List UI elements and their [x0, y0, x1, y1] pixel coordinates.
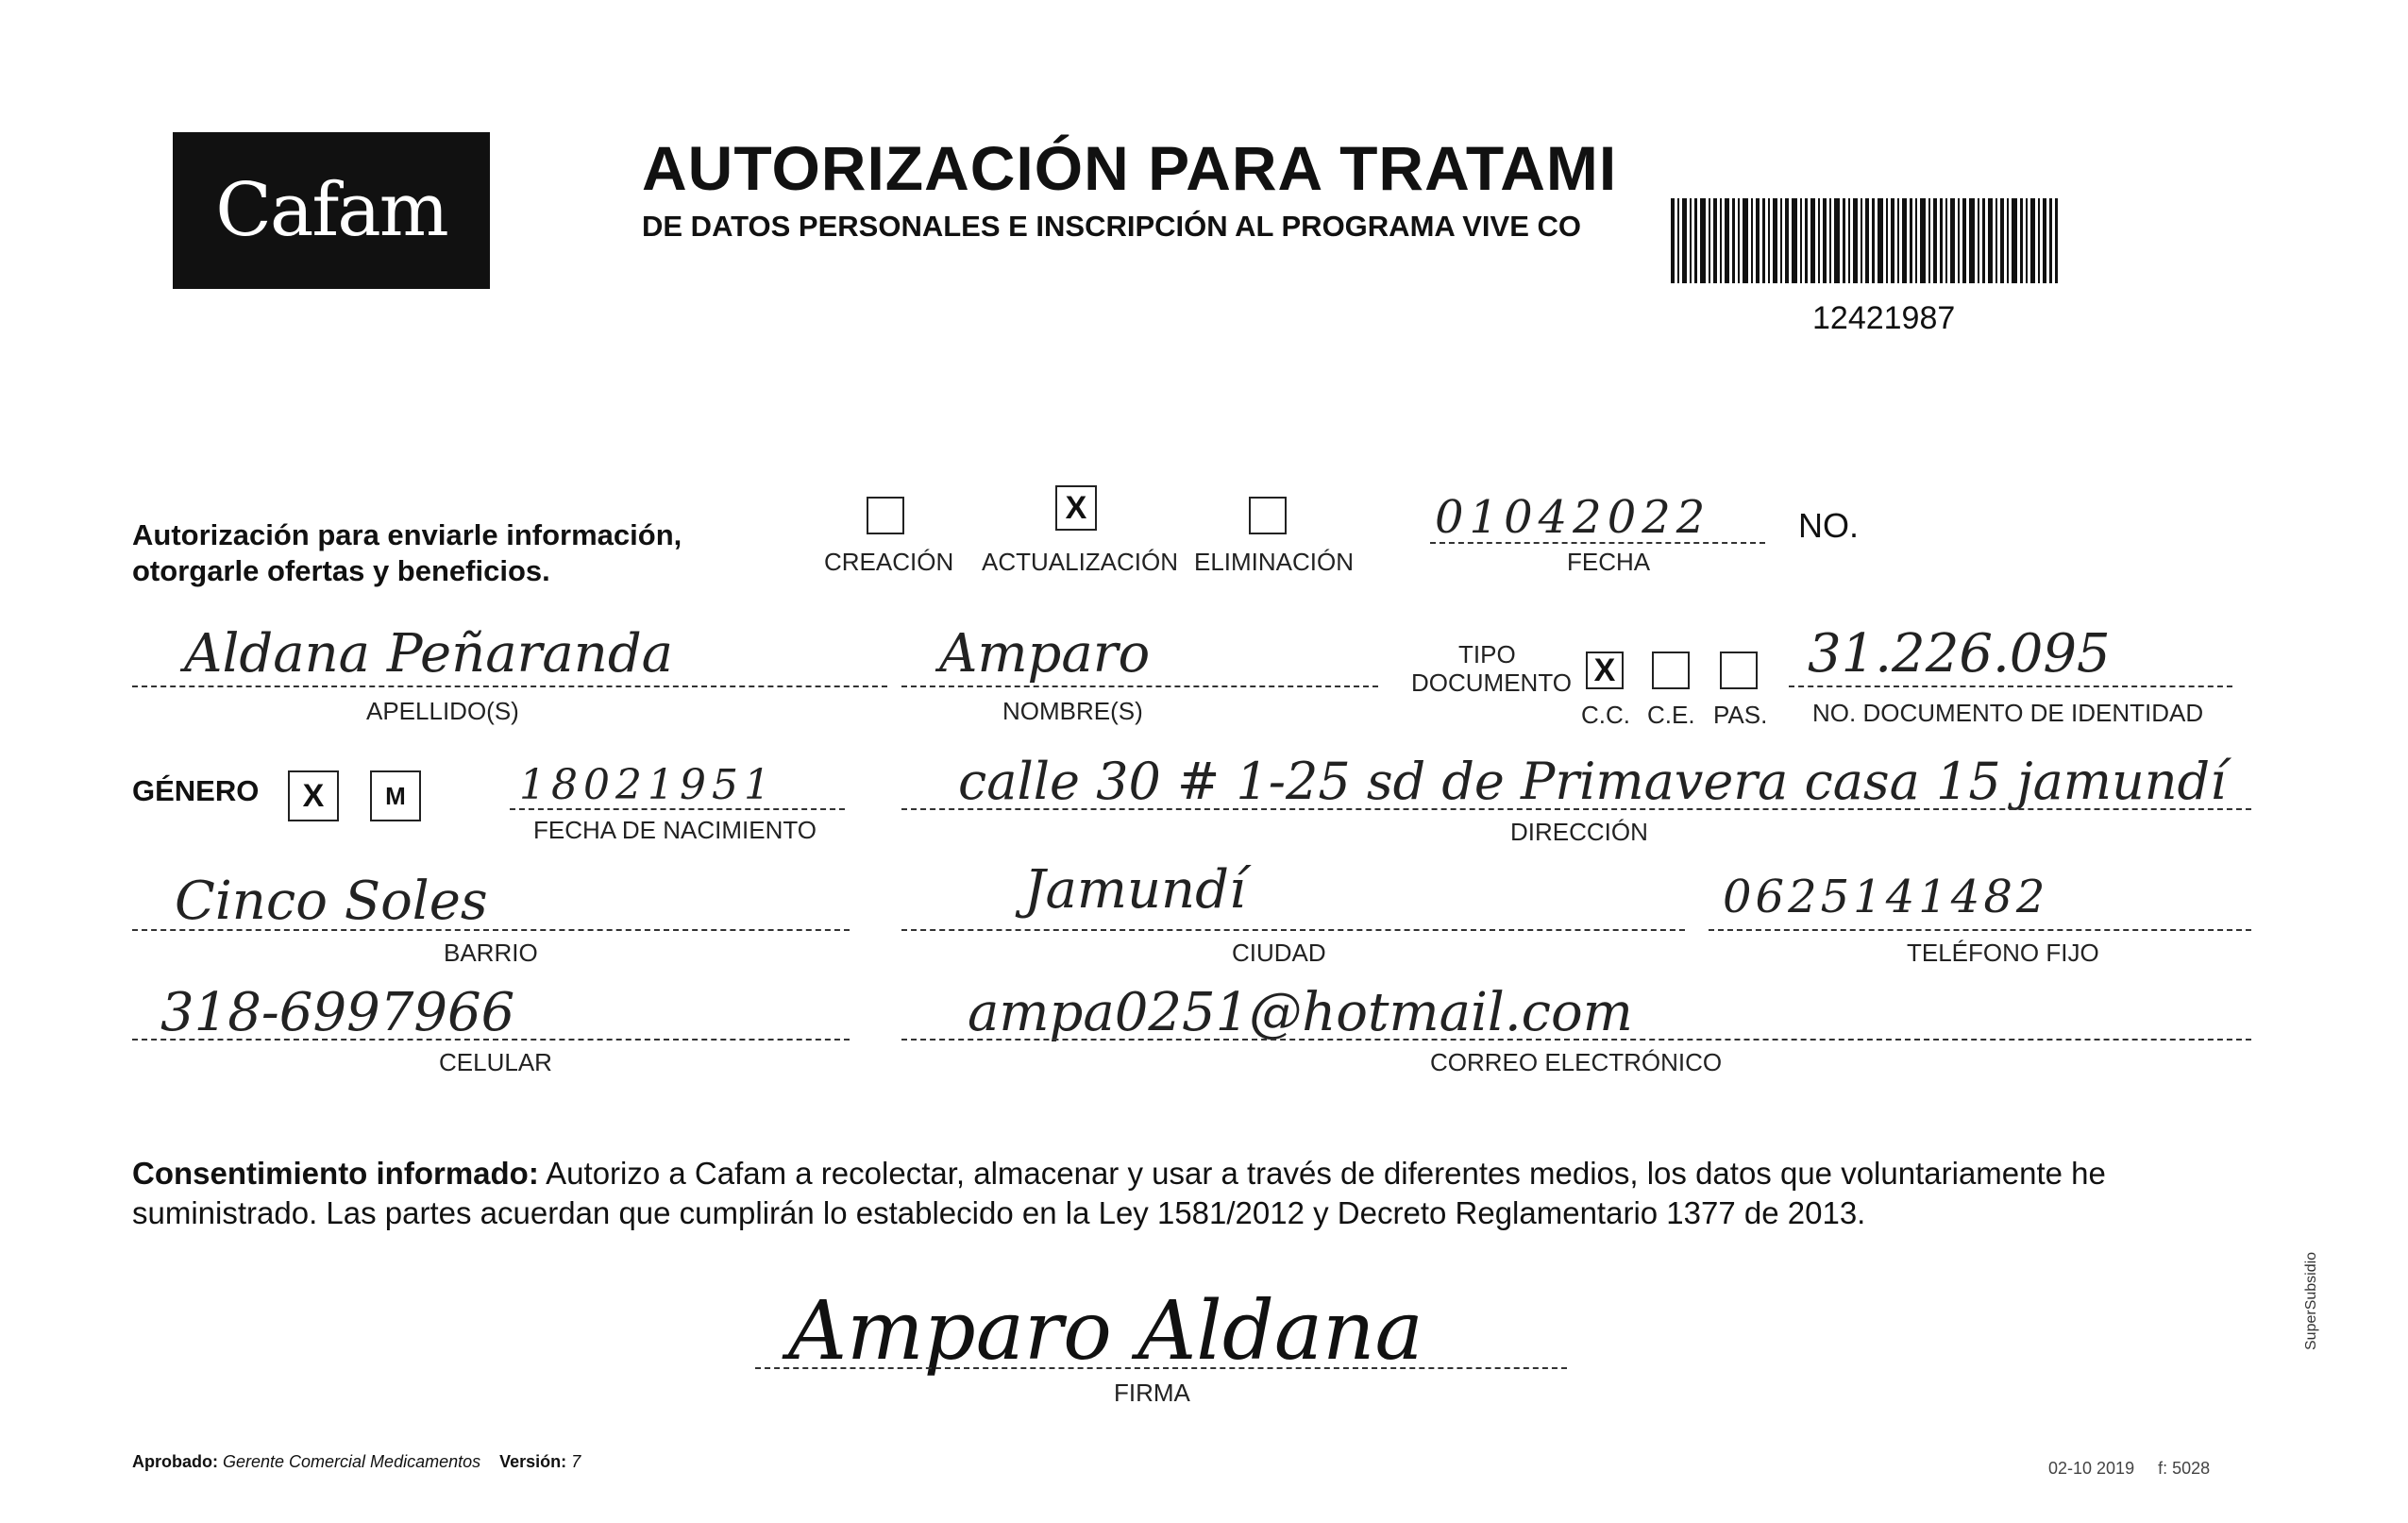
signature-line [755, 1367, 1567, 1369]
ciudad-label: CIUDAD [1232, 939, 1326, 967]
pas-checkbox[interactable] [1720, 652, 1758, 689]
nombres-label: NOMBRE(S) [1002, 697, 1143, 725]
footer-codes [2048, 1459, 2210, 1479]
eliminacion-label: ELIMINACIÓN [1194, 548, 1355, 576]
telefono-label: TELÉFONO FIJO [1907, 939, 2099, 967]
doc-number-value[interactable]: 31.226.095 [1808, 623, 2111, 685]
celular-value[interactable]: 318-6997966 [160, 982, 515, 1043]
fecha-value[interactable]: 01042022 [1435, 491, 1711, 544]
correo-value[interactable]: ampa0251@hotmail.com [968, 982, 1633, 1043]
authorization-text [132, 517, 682, 589]
f-code: f: 5028 [2158, 1459, 2211, 1478]
fecha-nacimiento-label: FECHA DE NACIMIENTO [533, 816, 817, 844]
authorization-text-line1: Autorización para enviarle información, [132, 518, 682, 551]
documento-label: DOCUMENTO [1411, 668, 1572, 697]
fecha-label: FECHA [1567, 548, 1651, 576]
barcode-number: 12421987 [1812, 300, 1956, 336]
barcode-icon [1671, 198, 2058, 283]
ciudad-line [901, 929, 1685, 931]
direccion-value[interactable]: calle 30 # 1-25 sd de Primavera casa 15 jamundí [958, 752, 2227, 811]
correo-line [901, 1039, 2251, 1041]
fecha-line [1430, 542, 1765, 544]
apellidos-label: APELLIDO(S) [366, 697, 519, 725]
barrio-line [132, 929, 850, 931]
aprobado-value: Gerente Comercial Medicamentos [223, 1452, 481, 1471]
fecha-nacimiento-line [510, 808, 845, 810]
actualizacion-checkbox[interactable]: X [1055, 485, 1097, 531]
supersubsidio-vertical-text: SuperSubsidio [2303, 1251, 2319, 1350]
nombres-value[interactable]: Amparo [939, 623, 1151, 685]
nombres-line [901, 685, 1378, 687]
doc-number-line [1789, 685, 2232, 687]
form-title: AUTORIZACIÓN PARA TRATAMI [642, 133, 1618, 203]
doc-number-label: NO. DOCUMENTO DE IDENTIDAD [1812, 699, 2204, 727]
footer-approval [132, 1452, 581, 1472]
fecha-nacimiento-value[interactable]: 18021951 [519, 761, 776, 809]
eliminacion-checkbox[interactable] [1249, 497, 1287, 534]
tipo-label: TIPO [1458, 640, 1516, 668]
cc-checkbox[interactable]: X [1586, 652, 1624, 689]
signature-label: FIRMA [1114, 1379, 1190, 1407]
creacion-label: CREACIÓN [824, 548, 954, 576]
apellidos-line [132, 685, 887, 687]
genero-f-checkbox[interactable]: X [288, 770, 339, 821]
consent-text [132, 1154, 2247, 1233]
genero-m-checkbox[interactable]: M [370, 770, 421, 821]
telefono-line [1709, 929, 2251, 931]
celular-line [132, 1039, 850, 1041]
authorization-text-line2: otorgarle ofertas y beneficios. [132, 554, 550, 587]
version-value: 7 [571, 1452, 581, 1471]
genero-label: GÉNERO [132, 774, 260, 807]
form-subtitle: DE DATOS PERSONALES E INSCRIPCIÓN AL PROGRAMA VIVE CO [642, 210, 1581, 243]
ce-label: C.E. [1647, 701, 1695, 729]
ciudad-value[interactable]: Jamundí [1024, 859, 1246, 921]
pas-label: PAS. [1713, 701, 1768, 729]
cafam-logo: Cafam [173, 132, 490, 289]
signature-value[interactable]: Amparo Aldana [788, 1284, 1423, 1379]
consent-body: Autorizo a Cafam a recolectar, almacenar y usar a través de diferentes medios, los datos que voluntariamente he suministrado. Las partes acuerdan que cumplirán lo establecido en la Ley 1581/2012 y Decreto Reglamentario 1377 de 2013. [132, 1156, 2106, 1230]
version-label: Versión: [499, 1452, 567, 1471]
telefono-value[interactable]: 0625141482 [1723, 871, 2049, 923]
aprobado-label: Aprobado: [132, 1452, 218, 1471]
actualizacion-label: ACTUALIZACIÓN [982, 548, 1179, 576]
date-code: 02-10 2019 [2048, 1459, 2135, 1478]
direccion-line [901, 808, 2251, 810]
celular-label: CELULAR [439, 1048, 552, 1076]
barrio-value[interactable]: Cinco Soles [175, 871, 488, 932]
cc-label: C.C. [1581, 701, 1630, 729]
direccion-label: DIRECCIÓN [1510, 818, 1648, 846]
ce-checkbox[interactable] [1652, 652, 1690, 689]
correo-label: CORREO ELECTRÓNICO [1430, 1048, 1723, 1076]
barrio-label: BARRIO [444, 939, 538, 967]
apellidos-value[interactable]: Aldana Peñaranda [184, 623, 674, 685]
creacion-checkbox[interactable] [867, 497, 904, 534]
no-label: NO. [1798, 506, 1860, 545]
consent-bold: Consentimiento informado: [132, 1156, 539, 1191]
